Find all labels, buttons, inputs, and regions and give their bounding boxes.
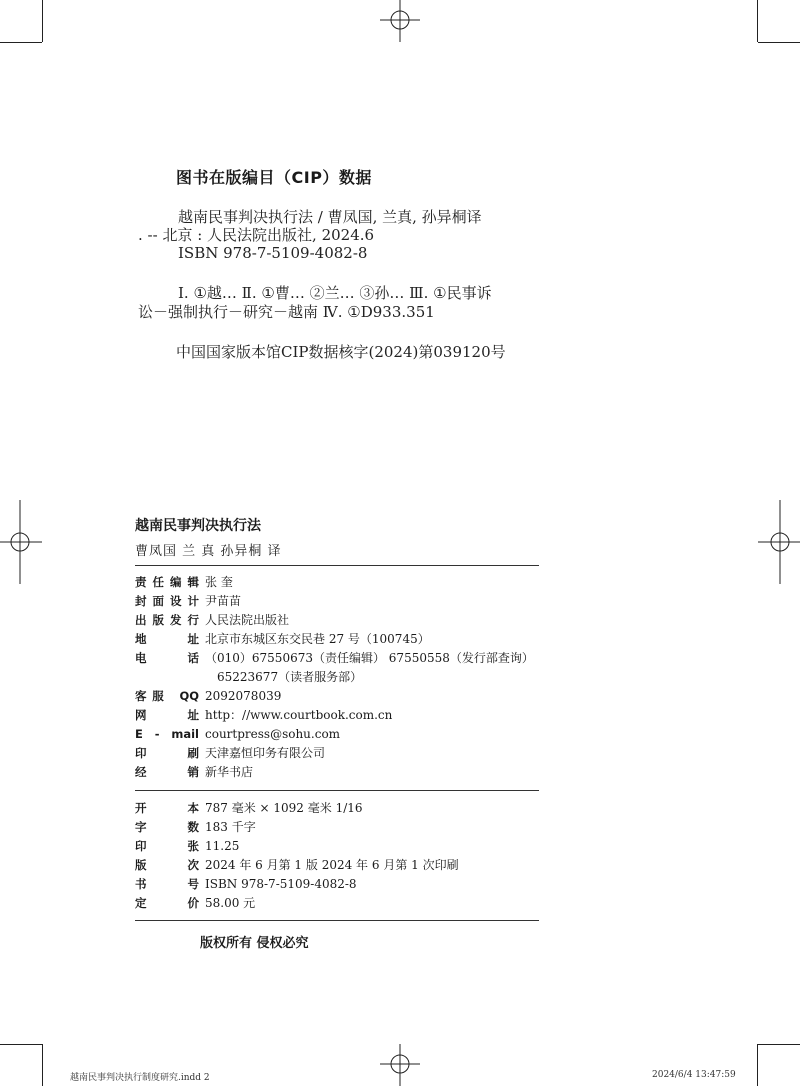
cip-line: 越南民事判决执行法 / 曹凤国, 兰真, 孙异桐译 — [178, 208, 482, 226]
cip-line: 讼－强制执行－研究－越南 Ⅳ. ①D933.351 — [138, 303, 435, 321]
website-link[interactable]: http：//www.courtbook.com.cn — [205, 708, 393, 722]
info-value: 天津嘉恒印务有限公司 — [205, 746, 326, 760]
crop-mark — [42, 0, 43, 42]
spec-value: 58.00 元 — [205, 896, 256, 910]
spec-label: 字 数 — [135, 820, 199, 834]
info-row — [135, 612, 289, 628]
info-row — [135, 593, 241, 609]
spec-label: 版 次 — [135, 858, 199, 872]
registration-mark-icon — [758, 500, 800, 584]
registration-mark-icon — [380, 0, 420, 42]
registration-mark-icon — [380, 1044, 420, 1086]
crop-mark — [0, 42, 42, 43]
divider — [135, 920, 539, 921]
spec-row — [135, 819, 256, 835]
info-row — [135, 726, 340, 742]
info-row — [135, 574, 233, 590]
info-row — [135, 745, 325, 761]
crop-mark — [758, 1044, 800, 1045]
cip-line: ISBN 978-7-5109-4082-8 — [178, 244, 368, 262]
crop-mark — [757, 0, 758, 42]
book-authors: 曹凤国 兰 真 孙异桐 译 — [135, 544, 282, 559]
info-label: 经 销 — [135, 765, 199, 779]
spec-row — [135, 876, 357, 892]
cip-line: 中国国家版本馆CIP数据核字(2024)第039120号 — [176, 343, 506, 361]
info-label: 封面设计 — [135, 594, 199, 608]
crop-mark — [0, 1044, 42, 1045]
info-value: 人民法院出版社 — [205, 613, 290, 627]
spec-row — [135, 895, 255, 911]
info-row — [135, 650, 534, 666]
cip-line: Ⅰ. ①越… Ⅱ. ①曹… ②兰… ③孙… Ⅲ. ①民事诉 — [178, 284, 492, 302]
info-value: 新华书店 — [205, 765, 254, 779]
spec-label: 书 号 — [135, 877, 199, 891]
info-label: 出版发行 — [135, 613, 199, 627]
spec-label: 开 本 — [135, 801, 199, 815]
info-value: 尹苗苗 — [205, 594, 242, 608]
spec-value: 183 千字 — [205, 820, 256, 834]
info-row — [135, 631, 430, 647]
info-row — [135, 707, 392, 723]
spec-value: ISBN 978-7-5109-4082-8 — [205, 877, 357, 891]
spec-row — [135, 800, 363, 816]
email-link[interactable]: courtpress@sohu.com — [205, 727, 341, 741]
info-label: E - mail — [135, 727, 199, 741]
info-label: 责任编辑 — [135, 575, 199, 589]
cip-heading: 图书在版编目（CIP）数据 — [176, 168, 372, 187]
footer-filename: 越南民事判决执行制度研究.indd 2 — [70, 1073, 210, 1083]
crop-mark — [758, 42, 800, 43]
info-label: 客服 QQ — [135, 689, 199, 703]
info-label: 网 址 — [135, 708, 199, 722]
info-value: （010）67550673（责任编辑） 67550558（发行部查询） — [205, 651, 534, 665]
info-value: 北京市东城区东交民巷 27 号（100745） — [205, 632, 430, 646]
info-row — [217, 669, 362, 685]
spec-label: 定 价 — [135, 896, 199, 910]
spec-value: 11.25 — [205, 839, 240, 853]
divider — [135, 565, 539, 566]
info-label: 电 话 — [135, 651, 199, 665]
spec-value: 787 毫米 × 1092 毫米 1/16 — [205, 801, 363, 815]
spec-label: 印 张 — [135, 839, 199, 853]
divider — [135, 790, 539, 791]
crop-mark — [42, 1044, 43, 1086]
cip-line: . -- 北京 : 人民法院出版社, 2024.6 — [138, 226, 375, 244]
book-title: 越南民事判决执行法 — [135, 518, 261, 534]
rights-notice: 版权所有 侵权必究 — [200, 936, 309, 951]
spec-value: 2024 年 6 月第 1 版 2024 年 6 月第 1 次印刷 — [205, 858, 459, 872]
info-value: 65223677（读者服务部） — [217, 670, 363, 684]
spec-row — [135, 838, 239, 854]
footer-timestamp: 2024/6/4 13:47:59 — [652, 1070, 736, 1080]
spec-row — [135, 857, 459, 873]
info-value: 张 奎 — [205, 575, 233, 589]
info-label: 印 刷 — [135, 746, 199, 760]
registration-mark-icon — [0, 500, 42, 584]
info-row — [135, 688, 281, 704]
info-label: 地 址 — [135, 632, 199, 646]
crop-mark — [757, 1044, 758, 1086]
info-row — [135, 764, 253, 780]
info-value: 2092078039 — [205, 689, 282, 703]
